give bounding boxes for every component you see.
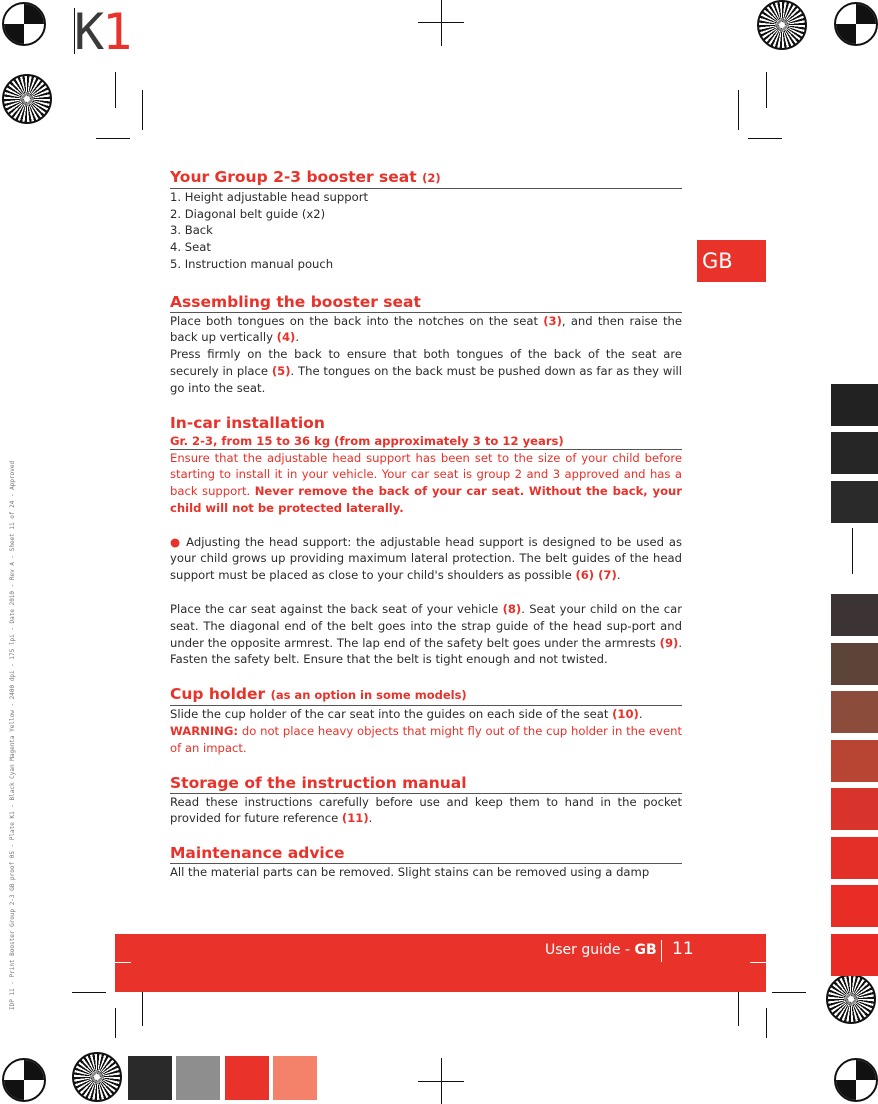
list-item: 4. Seat (170, 240, 211, 255)
section-heading-cup: Cup holder (as an option in some models) (170, 685, 682, 706)
crop-mark (115, 72, 116, 108)
registration-mark-top-right (834, 2, 878, 46)
section-heading-assembling: Assembling the booster seat (170, 293, 682, 313)
color-swatch (831, 837, 878, 879)
placement-paragraph: Place the car seat against the back seat of your vehicle (8). Seat your child on the car seat. The diagonal end of the belt goes into the strap guide of the head sup-port and under the opposite armrest. The lap end of the safety belt goes under the armrests (9). Fasten the safety belt. Ensure that the belt is tight enough and not twisted. (170, 602, 682, 667)
incar-warning: Ensure that the adjustable head support has been set to the size of your child before starting to install it in your vehicle. Your car seat is group 2 and 3 approved and has a back support. Never remove the back of your car seat. Without the back, your child will not be protected laterally. (170, 450, 683, 515)
color-swatch (831, 788, 878, 830)
footer-separator (661, 940, 662, 962)
maintenance-paragraph: All the material parts can be removed. Slight stains can be removed using a damp (170, 865, 650, 880)
crop-mark (115, 962, 131, 963)
registration-mark-bottom-right (834, 1058, 878, 1102)
color-swatch (128, 1056, 172, 1100)
page-code-number: 1 (102, 3, 131, 61)
color-swatch (225, 1056, 269, 1100)
crop-mark (766, 1008, 767, 1038)
assembling-paragraph-2: Press firmly on the back to ensure that both tongues of the back of the seat are securely in place (5). The tongues on the back must be pushed down as far as they will go into the seat. (170, 347, 682, 395)
crop-mark (738, 90, 739, 130)
crop-mark (96, 138, 130, 139)
crop-mark (441, 1058, 442, 1104)
crop-mark (766, 72, 767, 108)
cup-paragraph: Slide the cup holder of the car seat into the guides on each side of the seat (10). (170, 707, 643, 722)
section-heading-storage: Storage of the instruction manual (170, 774, 682, 794)
color-swatch (273, 1056, 317, 1100)
color-swatch (831, 481, 878, 523)
color-swatch (831, 643, 878, 685)
cup-warning: WARNING: do not place heavy objects that might fly out of the cup holder in the event of an impact. (170, 724, 682, 755)
crop-mark (441, 0, 442, 46)
section-heading-maintenance: Maintenance advice (170, 844, 682, 864)
page-code (74, 2, 130, 62)
page-number: 11 (672, 939, 694, 959)
color-swatch (831, 432, 878, 474)
bullet-icon: ● (170, 534, 182, 549)
footer-band (115, 934, 766, 992)
crop-mark (748, 138, 782, 139)
incar-subtitle: Gr. 2-3, from 15 to 36 kg (from approximately 3 to 12 years) (170, 433, 682, 450)
color-swatch (831, 594, 878, 636)
star-target-right (826, 974, 876, 1024)
list-item: 1. Height adjustable head support (170, 190, 369, 204)
list-item: 3. Back (170, 223, 213, 238)
footer-guide-label: User guide - GB (545, 942, 657, 958)
crop-mark (72, 992, 106, 993)
color-swatch (831, 691, 878, 733)
assembling-paragraph-1: Place both tongues on the back into the notches on the seat (3), and then raise the back up vertically (4). (170, 313, 682, 345)
registration-mark-top-left (2, 2, 46, 46)
parts-list (170, 189, 682, 273)
storage-paragraph: Read these instructions carefully before use and keep them to hand in the pocket provided for future reference (11). (170, 794, 682, 826)
star-target-top-right (757, 0, 807, 50)
star-target-left (2, 74, 52, 124)
crop-mark (115, 1008, 116, 1038)
crop-mark (852, 528, 853, 574)
color-swatch (176, 1056, 220, 1100)
section-heading-incar: In-car installation (170, 413, 325, 432)
crop-mark (750, 962, 766, 963)
registration-mark-bottom-left (2, 1058, 46, 1102)
crop-mark (142, 90, 143, 130)
list-item: 2. Diagonal belt guide (x2) (170, 206, 326, 221)
head-support-paragraph: ● Adjusting the head support: the adjustable head support is designed to be used as your child grows up providing maximum lateral protection. The belt guides of the head support must be placed as close to your child's shoulders as possible (6) (7). (170, 534, 682, 583)
color-swatch (831, 885, 878, 927)
crop-mark (772, 992, 806, 993)
color-swatch (831, 934, 878, 976)
main-content (170, 168, 682, 881)
page-code-letter: K (74, 3, 103, 61)
section-heading-booster: Your Group 2-3 booster seat (2) (170, 168, 682, 189)
language-tab: GB (697, 240, 766, 282)
printer-slug: IDP 11 - Print Booster Group 2-3 GB proof 05 - Plate K1 - Black Cyan Magenta Yellow - 2400 dpi - 175 lpi - Date 2010 - Rev A - Sheet 11 of 24 - Approved (9, 460, 16, 1010)
star-target-bottom-left (72, 1052, 122, 1102)
color-swatch (831, 740, 878, 782)
list-item: 5. Instruction manual pouch (170, 256, 334, 271)
color-swatch (831, 384, 878, 426)
